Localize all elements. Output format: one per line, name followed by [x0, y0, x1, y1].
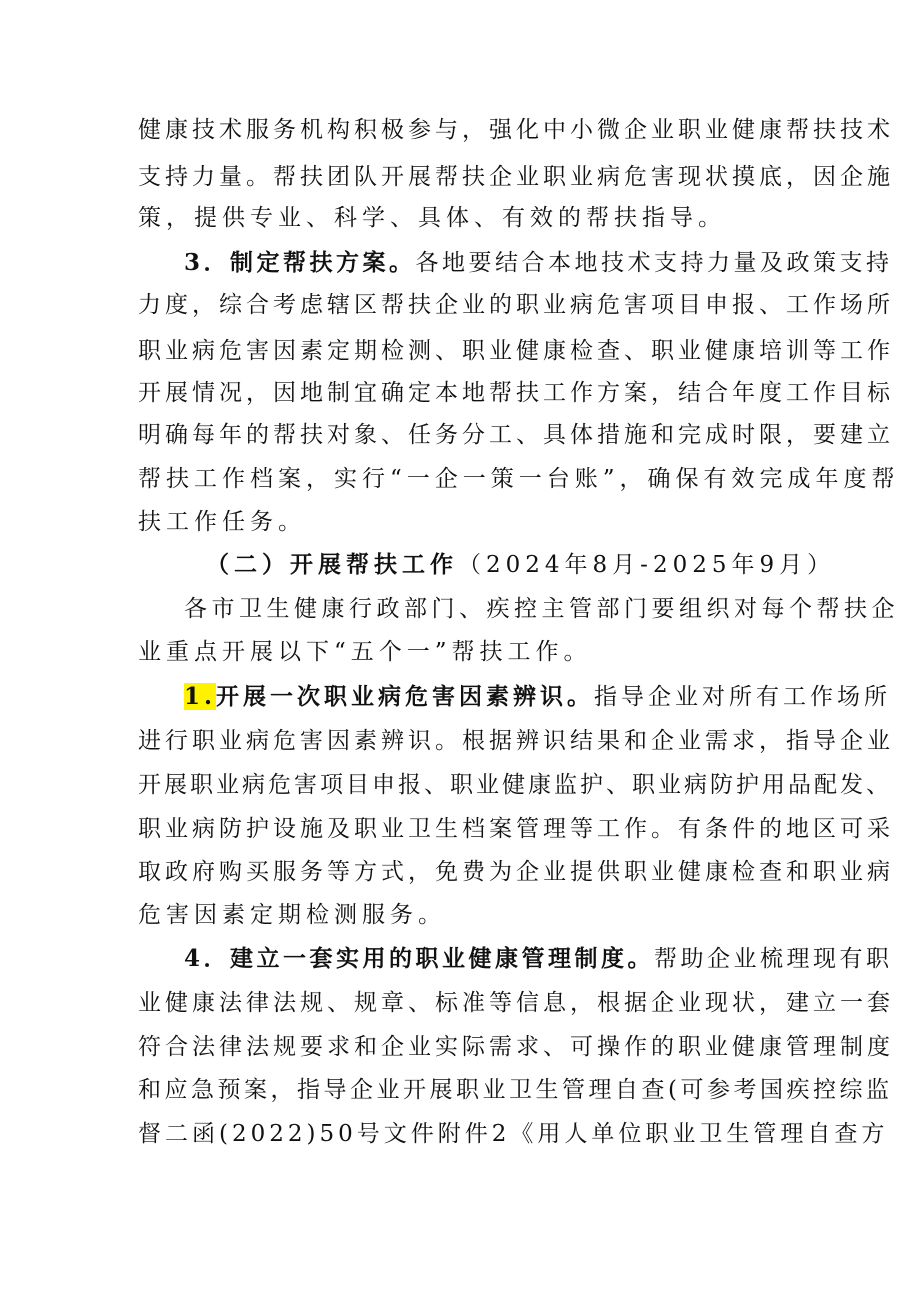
paragraph-line: 力度，综合考虑辖区帮扶企业的职业病危害项目申报、工作场所 [138, 292, 894, 318]
highlighted-number: 1. [184, 683, 217, 710]
paragraph-line: 开展情况，因地制宜确定本地帮扶工作方案，结合年度工作目标 [138, 380, 894, 406]
paragraph-line: 取政府购买服务等方式，免费为企业提供职业健康检查和职业病 [138, 859, 894, 885]
paragraph-line: 危害因素定期检测服务。 [138, 902, 446, 928]
paragraph-line: 督二函(2022)50号文件附件2《用人单位职业卫生管理自查方 [138, 1121, 889, 1147]
paragraph-line: 明确每年的帮扶对象、任务分工、具体措施和完成时限，要建立 [138, 422, 894, 448]
paragraph-line: 进行职业病危害因素辨识。根据辨识结果和企业需求，指导企业 [138, 728, 894, 754]
paragraph-line: 帮扶工作档案，实行“一企一策一台账”，确保有效完成年度帮 [138, 466, 900, 492]
section-4-title: 4．建立一套实用的职业健康管理制度。 [184, 945, 655, 972]
paragraph-line: 符合法律法规要求和企业实际需求、可操作的职业健康管理制度 [138, 1034, 894, 1060]
paragraph-line: 职业病防护设施及职业卫生档案管理等工作。有条件的地区可采 [138, 816, 894, 842]
item-1-title: 开展一次职业病危害因素辨识。 [216, 683, 595, 710]
paragraph-line: 职业病危害因素定期检测、职业健康检查、职业健康培训等工作 [138, 338, 894, 364]
paragraph-line: 各市卫生健康行政部门、疾控主管部门要组织对每个帮扶企 [184, 596, 899, 622]
section-4-heading-line: 4．建立一套实用的职业健康管理制度。帮助企业梳理现有职 [184, 945, 893, 972]
paragraph-line: 开展职业病危害项目申报、职业健康监护、职业病防护用品配发、 [138, 772, 892, 798]
section-3-heading-line: 3．制定帮扶方案。各地要结合本地技术支持力量及政策支持 [184, 249, 893, 276]
paragraph-line: 健康技术服务机构积极参与，强化中小微企业职业健康帮扶技术 [138, 117, 894, 143]
paragraph-line: 扶工作任务。 [138, 509, 306, 535]
item-1-heading-line: 1.开展一次职业病危害因素辨识。指导企业对所有工作场所 [184, 683, 892, 710]
section-two-heading: （二）开展帮扶工作（2024年8月-2025年9月） [206, 551, 836, 578]
paragraph-line: 和应急预案，指导企业开展职业卫生管理自查(可参考国疾控综监 [138, 1077, 893, 1103]
section-3-title: 3．制定帮扶方案。 [184, 249, 416, 276]
paragraph-line: 支持力量。帮扶团队开展帮扶企业职业病危害现状摸底，因企施 [138, 164, 894, 190]
paragraph-line: 业健康法律法规、规章、标准等信息，根据企业现状，建立一套 [138, 990, 894, 1016]
paragraph-line: 策，提供专业、科学、具体、有效的帮扶指导。 [138, 205, 726, 231]
paragraph-line: 业重点开展以下“五个一”帮扶工作。 [138, 639, 592, 665]
